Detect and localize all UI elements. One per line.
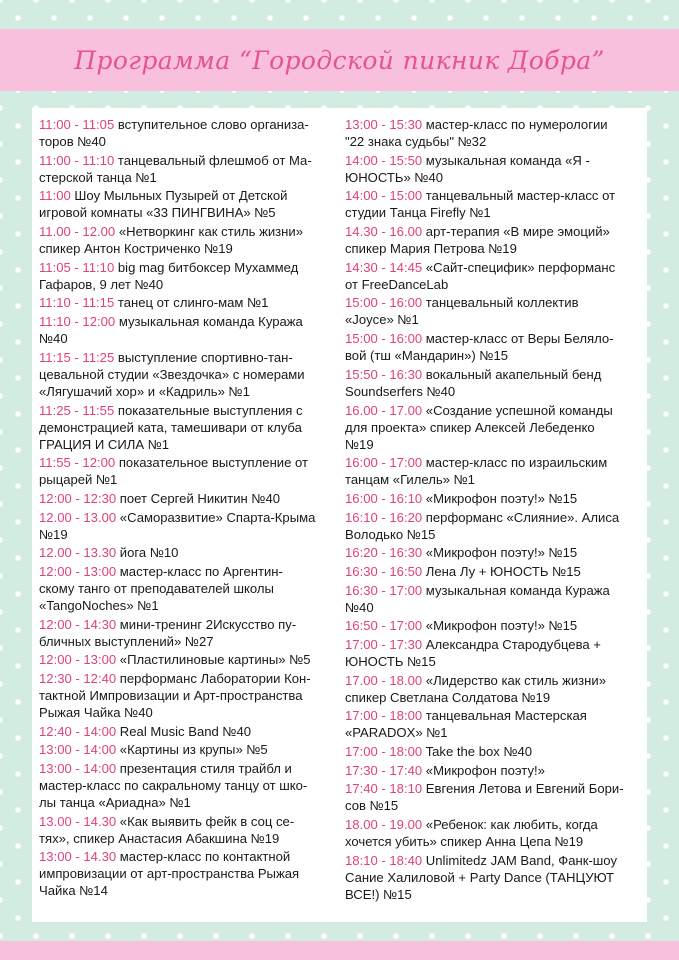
entry-line	[39, 687, 336, 704]
entry-line	[345, 471, 641, 488]
entry-time: 11.00 - 12.00	[39, 224, 116, 240]
schedule-entry	[345, 454, 641, 488]
entry-line	[345, 294, 641, 311]
entry-text: Гафаров, 9 лет №40	[39, 276, 164, 292]
entry-text: тях», спикер Анастасия Абакшина №19	[39, 830, 280, 846]
entry-text: презентация стиля трайбл и	[116, 760, 292, 776]
entry-text: музыкальная команда «Я -	[422, 152, 590, 168]
schedule-entry	[39, 616, 336, 650]
entry-text: Чайка №14	[39, 883, 108, 899]
entry-text: танец от слинго-мам №1	[114, 295, 269, 311]
entry-line	[345, 762, 641, 779]
schedule-panel	[32, 108, 647, 922]
entry-time: 16:30 - 17:00	[345, 582, 423, 598]
entry-text: Unlimitedz JAM Band, Фанк-шоу	[422, 852, 617, 868]
schedule-entry	[345, 116, 641, 150]
schedule-column-left	[39, 116, 336, 901]
schedule-entry	[345, 636, 641, 670]
entry-text: «Микрофон поэту!» №15	[422, 545, 578, 561]
entry-text: тактной Импровизации и Арт-пространства	[39, 688, 303, 703]
entry-text: «Создание успешной команды	[422, 402, 613, 418]
entry-line	[345, 797, 641, 814]
entry-line	[345, 383, 641, 400]
entry-line	[345, 526, 641, 543]
entry-text: торов №40	[39, 134, 106, 150]
entry-line	[345, 780, 641, 797]
entry-text: бличных выступлений» №27	[39, 633, 214, 649]
entry-line	[345, 330, 641, 347]
entry-line	[39, 848, 336, 865]
entry-time: 16:00 - 16:10	[345, 490, 423, 506]
entry-line	[345, 490, 641, 507]
entry-text: big mag битбоксер Мухаммед	[114, 259, 299, 275]
entry-text: танцевальный флешмоб от Ма-	[114, 152, 312, 168]
entry-line	[345, 311, 641, 328]
entry-text: ГРАЦИЯ И СИЛА №1	[39, 436, 170, 452]
entry-time: 16:10 - 16:20	[345, 509, 423, 525]
entry-text: демонстрацией ката, тамешивари от клуба	[39, 419, 302, 435]
schedule-entry	[345, 259, 641, 293]
entry-time: 17:00 - 17:30	[345, 636, 423, 652]
entry-time: 15:00 - 16:00	[345, 295, 423, 311]
entry-time: 12:30 - 12:40	[39, 670, 117, 686]
entry-time: 14:30 - 14:45	[345, 259, 423, 275]
entry-line	[39, 330, 336, 347]
entry-text: сов №15	[345, 798, 399, 814]
schedule-entry	[345, 617, 641, 634]
entry-time: 17:00 - 18:00	[345, 708, 423, 724]
entry-text: ЮНОСТЬ» №40	[345, 169, 444, 185]
entry-text: мини-тренинг 2Искусство пу-	[116, 616, 297, 632]
entry-line	[39, 882, 336, 899]
entry-line	[39, 383, 336, 400]
entry-line	[39, 741, 336, 758]
entry-text: для проекта» спикер Алексей Лебеденко	[345, 419, 595, 435]
schedule-entry	[345, 743, 641, 760]
entry-line	[39, 580, 336, 597]
schedule-entry	[345, 563, 641, 580]
entry-line	[39, 366, 336, 383]
entry-text: №40	[39, 331, 68, 347]
entry-text: музыкальная команда Куража	[422, 582, 610, 598]
schedule-entry	[345, 762, 641, 779]
entry-line	[345, 743, 641, 760]
entry-time: 18.00 - 19.00	[345, 816, 423, 832]
entry-line	[345, 816, 641, 833]
entry-text: мастер-класс по сакральному танцу от шко-	[39, 778, 308, 794]
entry-text: Real Music Band №40	[116, 723, 252, 739]
schedule-entry	[345, 544, 641, 561]
entry-line	[345, 617, 641, 634]
entry-time: 17:30 - 17:40	[345, 762, 423, 778]
entry-time: 11:15 - 11:25	[39, 349, 115, 365]
entry-text: танцевальная Мастерская	[422, 708, 587, 724]
entry-line	[39, 169, 336, 186]
entry-line	[345, 724, 641, 741]
entry-text: рыцарей №1	[39, 472, 118, 488]
title-banner	[0, 29, 679, 91]
entry-line	[39, 670, 336, 687]
entry-line	[39, 133, 336, 150]
schedule-entry	[39, 402, 336, 453]
schedule-entry	[345, 187, 641, 221]
entry-text: Евгения Летова и Евгений Бори-	[422, 781, 624, 797]
entry-text: мастер-класс по Аргентин-	[116, 563, 283, 579]
entry-line	[39, 616, 336, 633]
schedule-entry	[345, 402, 641, 453]
schedule-entry	[345, 152, 641, 186]
schedule-entry	[39, 741, 336, 758]
entry-line	[39, 436, 336, 453]
entry-text: перформанс Лаборатории Кон-	[116, 670, 311, 686]
entry-text: выступление спортивно-тан-	[114, 349, 293, 365]
entry-time: 12.00 - 13.30	[39, 545, 117, 561]
entry-text: арт-терапия «В мире эмоций»	[422, 224, 610, 240]
entry-text: музыкальная команда Куража	[115, 314, 303, 330]
entry-time: 16:50 - 17:00	[345, 618, 423, 634]
entry-text: «Лидерство как стиль жизни»	[422, 672, 607, 688]
entry-time: 12:00 - 12:30	[39, 490, 117, 506]
entry-line	[345, 152, 641, 169]
entry-text: танцам «Гилель» №1	[345, 472, 475, 488]
entry-line	[39, 865, 336, 882]
entry-text: «Картины из крупы» №5	[116, 742, 268, 758]
entry-text: Soundserfers №40	[345, 383, 456, 399]
entry-text: вступительное слово организа-	[114, 117, 309, 132]
schedule-entry	[345, 582, 641, 616]
entry-time: 12:40 - 14:00	[39, 723, 117, 739]
entry-line	[345, 347, 641, 364]
entry-line	[39, 723, 336, 740]
entry-text: танцевальный коллектив	[422, 295, 579, 311]
schedule-entry	[39, 813, 336, 847]
schedule-entry	[39, 563, 336, 614]
entry-text: №19	[39, 526, 68, 542]
entry-line	[39, 651, 336, 668]
entry-text: хочется убить» спикер Анна Цепа №19	[345, 833, 584, 849]
schedule-entry	[345, 707, 641, 741]
entry-time: 12:00 - 13:00	[39, 563, 117, 579]
entry-line	[345, 402, 641, 419]
entry-line	[39, 526, 336, 543]
entry-text: «Микрофон поэту!»	[422, 762, 545, 778]
entry-time: 17:40 - 18:10	[345, 781, 423, 797]
entry-text: мастер-класс по израильским	[422, 455, 608, 471]
schedule-entry	[345, 294, 641, 328]
entry-line	[345, 187, 641, 204]
entry-line	[345, 204, 641, 221]
entry-time: 14:00 - 15:50	[345, 152, 423, 168]
entry-text: №19	[345, 436, 374, 452]
entry-text: «Joyce» №1	[345, 312, 419, 328]
page-title: Программа “Городской пикник Добра”	[74, 45, 605, 75]
entry-line	[345, 599, 641, 616]
entry-line	[345, 223, 641, 240]
entry-time: 11:55 - 12:00	[39, 455, 116, 471]
entry-time: 12:00 - 14:30	[39, 616, 117, 632]
entry-line	[345, 707, 641, 724]
entry-time: 13.00 - 14.30	[39, 813, 117, 829]
entry-time: 15:50 - 16:30	[345, 366, 423, 382]
entry-text: «TangoNoches» №1	[39, 597, 159, 613]
entry-time: 14.30 - 16.00	[345, 224, 423, 240]
schedule-entry	[345, 330, 641, 364]
schedule-entry	[39, 454, 336, 488]
schedule-column-right	[345, 116, 641, 904]
entry-line	[39, 276, 336, 293]
entry-time: 11:00 - 11:10	[39, 152, 115, 168]
entry-line	[39, 187, 336, 204]
entry-time: 17:00 - 18:00	[345, 743, 423, 759]
entry-text: ЮНОСТЬ №15	[345, 653, 436, 669]
entry-text: Володько №15	[345, 526, 436, 542]
entry-text: от FreeDanceLab	[345, 276, 449, 292]
entry-line	[345, 563, 641, 580]
schedule-entry	[345, 780, 641, 814]
entry-time: 11:10 - 11:15	[39, 295, 115, 311]
entry-line	[345, 886, 641, 903]
entry-line	[39, 509, 336, 526]
entry-text: "22 знака судьбы" №32	[345, 134, 487, 150]
entry-line	[39, 454, 336, 471]
entry-time: 17.00 - 18.00	[345, 672, 423, 688]
entry-line	[39, 777, 336, 794]
entry-text: «Ребенок: как любить, когда	[422, 816, 598, 832]
entry-text: показательные выступления с	[114, 402, 303, 418]
entry-line	[39, 830, 336, 847]
entry-line	[345, 259, 641, 276]
entry-line	[39, 760, 336, 777]
entry-line	[39, 223, 336, 240]
entry-text: «Как выявить фейк в соц се-	[116, 813, 295, 829]
entry-line	[345, 869, 641, 886]
entry-line	[345, 366, 641, 383]
entry-text: йога №10	[116, 545, 179, 561]
entry-line	[39, 794, 336, 811]
entry-line	[345, 436, 641, 453]
entry-line	[39, 633, 336, 650]
entry-text: мастер-класс по нумерологии	[422, 117, 608, 132]
entry-line	[345, 636, 641, 653]
entry-time: 15:00 - 16:00	[345, 331, 423, 347]
schedule-entry	[39, 490, 336, 507]
entry-line	[345, 582, 641, 599]
entry-line	[39, 294, 336, 311]
entry-time: 13:00 - 14:00	[39, 742, 117, 758]
entry-line	[345, 240, 641, 257]
entry-text: Александра Стародубцева +	[422, 636, 601, 652]
entry-line	[39, 419, 336, 436]
schedule-entry	[39, 223, 336, 257]
bottom-strip	[0, 941, 679, 960]
entry-line	[345, 689, 641, 706]
entry-line	[345, 169, 641, 186]
entry-time: 12.00 - 13.00	[39, 509, 117, 525]
entry-line	[39, 204, 336, 221]
entry-line	[39, 813, 336, 830]
entry-line	[345, 653, 641, 670]
schedule-entry	[39, 294, 336, 311]
entry-text: «Нетворкинг как стиль жизни»	[115, 224, 304, 240]
entry-text: показательное выступление от	[115, 455, 309, 471]
entry-text: лы танца «Ариадна» №1	[39, 795, 191, 811]
entry-line	[39, 597, 336, 614]
entry-text: студии Танца Firefly №1	[345, 205, 491, 221]
entry-time: 16:20 - 16:30	[345, 545, 423, 561]
schedule-entry	[39, 544, 336, 561]
entry-line	[345, 509, 641, 526]
entry-text: игровой комнаты «33 ПИНГВИНА» №5	[39, 205, 276, 221]
entry-time: 16:30 - 16:50	[345, 563, 423, 579]
schedule-entry	[345, 509, 641, 543]
entry-text: ВСЕ!) №15	[345, 886, 412, 902]
entry-text: Лена Лу + ЮНОСТЬ №15	[422, 563, 581, 579]
entry-time: 14:00 - 15:00	[345, 188, 423, 204]
entry-time: 13:00 - 14.30	[39, 849, 117, 865]
entry-line	[345, 852, 641, 869]
entry-text: скому танго от преподавателей школы	[39, 580, 274, 596]
entry-line	[345, 419, 641, 436]
entry-text: мастер-класс от Веры Беляло-	[422, 331, 614, 347]
entry-line	[345, 672, 641, 689]
entry-line	[345, 833, 641, 850]
entry-text: перформанс «Слияние». Алиса	[422, 509, 620, 525]
entry-text: спикер Антон Костриченко №19	[39, 241, 233, 257]
entry-line	[345, 116, 641, 133]
schedule-entry	[39, 187, 336, 221]
entry-time: 12:00 - 13:00	[39, 652, 117, 668]
entry-text: «Саморазвитие» Спарта-Крыма	[116, 509, 316, 525]
schedule-entry	[345, 852, 641, 903]
entry-line	[39, 490, 336, 507]
entry-line	[345, 544, 641, 561]
entry-text: спикер Светлана Солдатова №19	[345, 689, 551, 705]
schedule-entry	[39, 723, 336, 740]
schedule-entry	[345, 816, 641, 850]
entry-text: Сание Халиловой + Party Dance (ТАНЦУЮТ	[345, 869, 615, 885]
schedule-entry	[39, 848, 336, 899]
entry-line	[39, 313, 336, 330]
schedule-entry	[39, 313, 336, 347]
entry-line	[39, 349, 336, 366]
schedule-entry	[345, 366, 641, 400]
schedule-entry	[39, 349, 336, 400]
schedule-entry	[39, 116, 336, 150]
entry-text: «PARADOX» №1	[345, 725, 448, 741]
schedule-entry	[345, 490, 641, 507]
entry-line	[39, 544, 336, 561]
entry-text: спикер Мария Петрова №19	[345, 241, 517, 257]
entry-line	[39, 402, 336, 419]
schedule-entry	[345, 672, 641, 706]
entry-text: Рыжая Чайка №40	[39, 705, 153, 721]
entry-text: импровизации от арт-пространства Рыжая	[39, 866, 300, 882]
entry-text: Шоу Мыльных Пузырей от Детской	[70, 188, 288, 204]
entry-text: вой (тш «Мандарин») №15	[345, 348, 509, 364]
entry-time: 16:00 - 17:00	[345, 455, 423, 471]
entry-line	[345, 454, 641, 471]
entry-text: вокальный акапельный бенд	[422, 366, 602, 382]
entry-text: «Сайт-специфик» перформанс	[422, 259, 616, 275]
schedule-entry	[39, 651, 336, 668]
entry-line	[39, 240, 336, 257]
entry-time: 16.00 - 17.00	[345, 402, 423, 418]
schedule-entry	[39, 760, 336, 811]
entry-line	[39, 116, 336, 133]
entry-text: «Микрофон поэту!» №15	[422, 618, 578, 634]
entry-time: 18:10 - 18:40	[345, 852, 423, 868]
entry-text: Take the box №40	[422, 743, 533, 759]
entry-text: «Пластилиновые картины» №5	[116, 652, 311, 668]
entry-text: цевальной студии «Звездочка» с номерами	[39, 366, 305, 382]
entry-time: 11:25 - 11:55	[39, 402, 115, 418]
entry-text: поет Сергей Никитин №40	[116, 490, 281, 506]
entry-text: №40	[345, 599, 374, 615]
entry-line	[345, 276, 641, 293]
entry-time: 13:00 - 15:30	[345, 117, 423, 132]
entry-time: 13:00 - 14:00	[39, 760, 117, 776]
entry-line	[345, 133, 641, 150]
schedule-entry	[39, 670, 336, 721]
entry-time: 11:00 - 11:05	[39, 117, 115, 132]
entry-time: 11:10 - 12:00	[39, 314, 116, 330]
entry-time: 11:05 - 11:10	[39, 259, 115, 275]
entry-text: «Лягушачий хор» и «Кадриль» №1	[39, 383, 250, 399]
schedule-entry	[39, 152, 336, 186]
schedule-entry	[39, 509, 336, 543]
entry-line	[39, 259, 336, 276]
entry-text: танцевальный мастер-класс от	[422, 188, 616, 204]
entry-text: стерской танца №1	[39, 169, 157, 185]
schedule-entry	[345, 223, 641, 257]
schedule-entry	[39, 259, 336, 293]
entry-text: мастер-класс по контактной	[116, 849, 291, 865]
entry-line	[39, 471, 336, 488]
entry-line	[39, 704, 336, 721]
entry-line	[39, 152, 336, 169]
entry-text: «Микрофон поэту!» №15	[422, 490, 578, 506]
entry-line	[39, 563, 336, 580]
entry-time: 11:00	[39, 188, 71, 204]
